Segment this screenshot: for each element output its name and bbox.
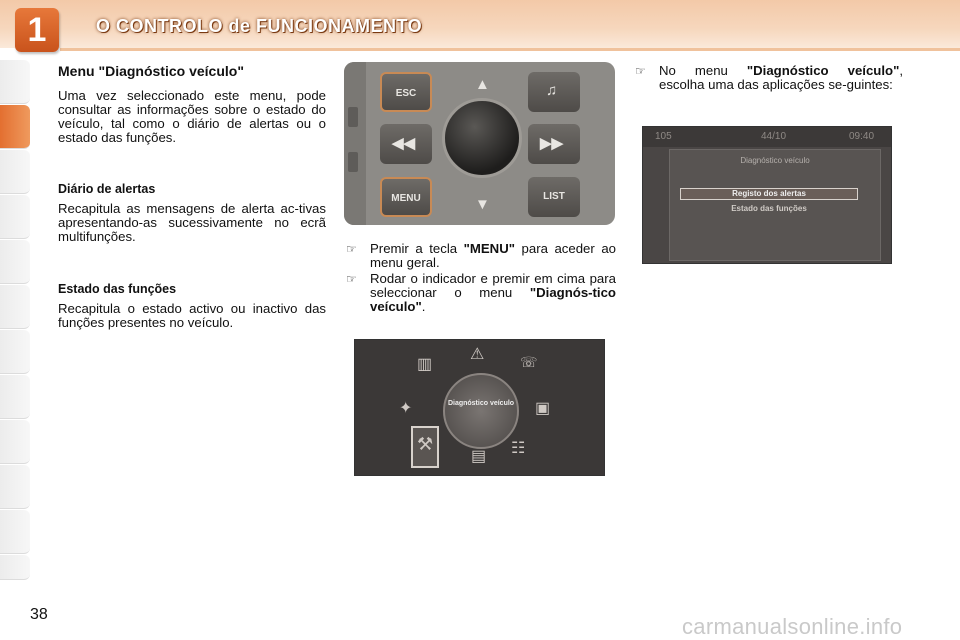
menu-button[interactable]: MENU	[380, 177, 432, 217]
subsection-title-alerts: Diário de alertas	[58, 182, 156, 196]
header-divider	[60, 48, 960, 51]
chapter-tab[interactable]	[0, 150, 30, 194]
chapter-tab[interactable]	[0, 465, 30, 509]
side-key	[348, 152, 358, 172]
music-button[interactable]	[528, 72, 580, 112]
warning-triangle-icon[interactable]: ⚠	[470, 346, 485, 363]
screen-status-bar: 105 44/10 09:40	[643, 127, 892, 147]
list-button[interactable]: LIST	[528, 177, 580, 217]
section-title: Menu "Diagnóstico veículo"	[58, 63, 244, 79]
menu-panel-title: Diagnóstico veículo	[740, 156, 810, 165]
main-menu-screen-image	[354, 339, 605, 476]
menu-item-alert-log[interactable]: Registo dos alertas	[680, 188, 858, 200]
menu-panel	[669, 149, 881, 261]
chapter-number-badge: 1	[15, 8, 59, 52]
map-icon[interactable]: ▥	[417, 356, 433, 373]
side-key	[348, 107, 358, 127]
hand-pointer-icon: ☞	[635, 64, 646, 78]
page-title: O CONTROLO de FUNCIONAMENTO	[96, 16, 423, 36]
navigation-icon[interactable]: ✦	[399, 400, 413, 417]
settings-sliders-icon[interactable]: ☷	[511, 440, 526, 457]
menu-item-function-status[interactable]: Estado das funções	[731, 204, 807, 213]
up-arrow-icon[interactable]: ▲	[475, 76, 490, 93]
chapter-tab[interactable]	[0, 375, 30, 419]
intro-paragraph: Uma vez seleccionado este menu, pode consultar as informações sobre o estado do veículo, tal como o diário de alertas ou o estado das funções.	[58, 88, 326, 145]
chapter-tab[interactable]	[0, 330, 30, 374]
chapter-tab[interactable]	[0, 195, 30, 239]
alerts-paragraph: Recapitula as mensagens de alerta ac-tivas apresentando-as sucessivamente no ecrã multifunções.	[58, 201, 326, 244]
step-press-menu: ☞ Premir a tecla "MENU" para aceder ao menu geral.	[346, 241, 616, 270]
chapter-tab[interactable]	[0, 510, 30, 554]
rewind-icon: ◀◀	[392, 135, 416, 152]
hand-pointer-icon: ☞	[346, 242, 357, 256]
subsection-title-functions: Estado das funções	[58, 282, 177, 296]
page-number: 38	[30, 606, 48, 623]
hand-pointer-icon: ☞	[346, 272, 357, 286]
media-icon[interactable]: ▣	[535, 400, 551, 417]
menu-wheel-label: Diagnóstico veículo	[447, 400, 515, 407]
music-note-icon: ♫	[546, 82, 558, 99]
step-select-menu: ☞ Rodar o indicador e premir em cima para seleccionar o menu "Diagnós-tico veículo".	[346, 271, 616, 314]
chapter-tab[interactable]	[0, 285, 30, 329]
esc-button[interactable]: ESC	[380, 72, 432, 112]
rotary-dial[interactable]	[442, 98, 522, 178]
middle-steps	[346, 242, 616, 314]
watermark: carmanualsonline.info	[682, 614, 903, 639]
right-steps	[635, 64, 903, 92]
radio-icon[interactable]: ▤	[471, 448, 487, 465]
step-choose-application: ☞ No menu "Diagnóstico veículo", escolha uma das aplicações se-guintes:	[635, 63, 903, 92]
diagnostic-menu-screen-image	[642, 126, 892, 264]
menu-wheel-center	[443, 373, 519, 449]
next-button[interactable]	[528, 124, 580, 164]
functions-paragraph: Recapitula o estado activo ou inactivo das funções presentes no veículo.	[58, 301, 326, 330]
left-column	[58, 64, 326, 330]
tools-icon: ⚒	[417, 434, 434, 454]
down-arrow-icon[interactable]: ▼	[475, 196, 490, 213]
chapter-tab[interactable]	[0, 60, 30, 104]
chapter-tab-strip	[0, 60, 34, 580]
control-panel-image	[344, 62, 615, 225]
chapter-tab-active[interactable]	[0, 105, 30, 149]
chapter-tab[interactable]	[0, 240, 30, 284]
chapter-tab[interactable]	[0, 555, 30, 580]
phone-icon[interactable]: ☏	[520, 354, 538, 370]
previous-button[interactable]	[380, 124, 432, 164]
fast-forward-icon: ▶▶	[540, 135, 564, 152]
chapter-tab[interactable]	[0, 420, 30, 464]
panel-side	[344, 62, 366, 225]
